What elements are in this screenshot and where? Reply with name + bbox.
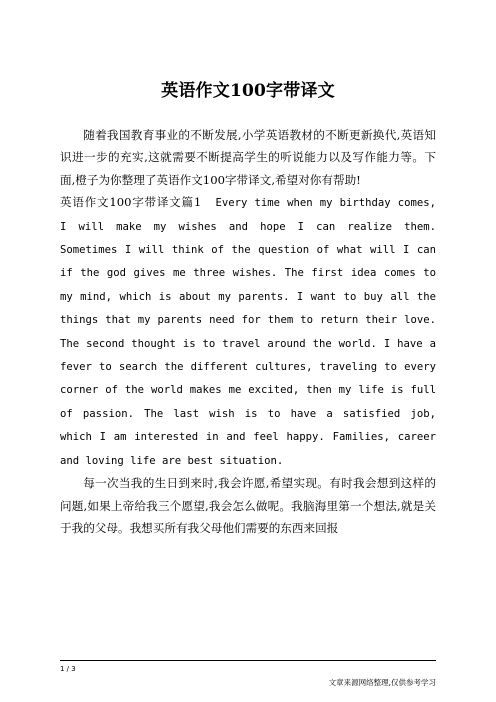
page-number: 1 / 3: [60, 665, 76, 673]
document-title: 英语作文100字带译文: [161, 81, 335, 101]
essay-heading: 英语作文100字带译文篇1: [60, 195, 202, 210]
essay-english-text: Every time when my birthday comes, I will make my wishes and hope I can realize them. Sometimes I will think of the question of what will I can if the god gives me three wishes. The first idea comes to my mind, which is about my parents. I want to buy all the things that my parents need for them to return their love. The second thought is to travel around the world. I have a fever to search the different cultures, traveling to every corner of the world makes me excited, then my life is full of passion. The last wish is to have a satisfied job, which I am interested in and feel happy. Families, career and loving life are best situation.: [60, 197, 443, 467]
translation-paragraph: 每一次当我的生日到来时,我会许愿,希望实现。有时我会想到这样的问题,如果上帝给我三个愿望,我会怎么做呢。我脑海里第一个想法,就是关于我的父母。我想买所有我父母他们需要的东西来回报: [60, 476, 436, 535]
footer-divider: [60, 660, 436, 661]
source-note: 文章来源网络整理,仅供参考学习: [328, 678, 436, 687]
intro-paragraph: 随着我国教育事业的不断发展,小学英语教材的不断更新换代,英语知识进一步的充实,这就需要不断提高学生的听说能力以及写作能力等。下面,橙子为你整理了英语作文100字带译文,希望对你有帮助!: [60, 128, 436, 187]
essay-paragraph: [60, 191, 443, 472]
document-body: [60, 124, 443, 539]
